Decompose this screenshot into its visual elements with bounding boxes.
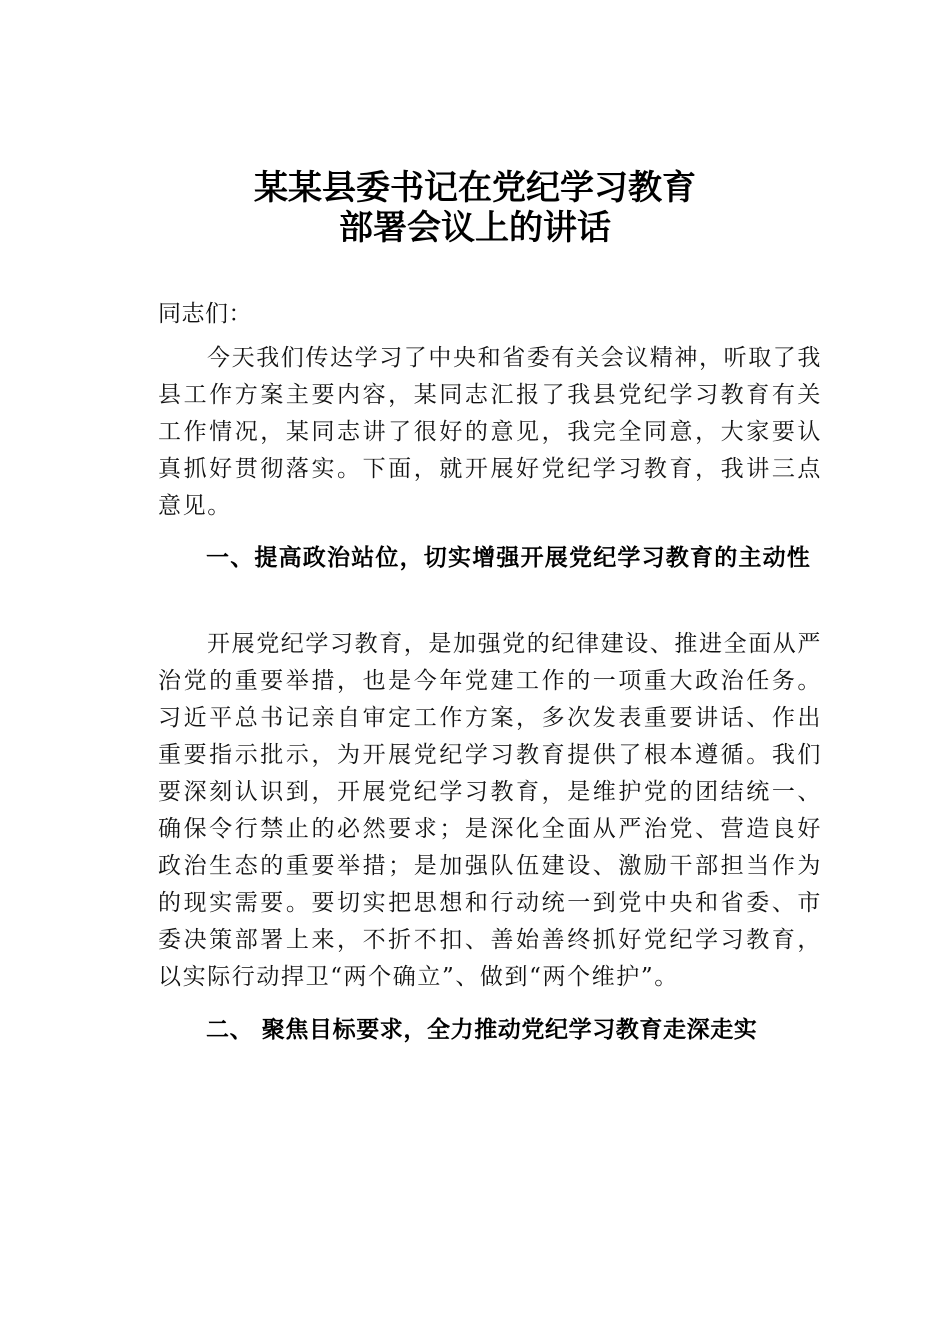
salutation: 同志们：	[158, 301, 252, 327]
section-heading-1: 一、提高政治站位，切实增强开展党纪学习教育的主动性	[206, 545, 811, 571]
paragraph-intro: 今天我们传达学习了中央和省委有关会议精神，听取了我县工作方案主要内容，某同志汇报了我县党纪学习教育有关工作情况，某同志讲了很好的意见，我完全同意，大家要认真抓好贯彻落实。下面，就开展好党纪学习教育，我讲三点意见。	[158, 345, 822, 519]
section-heading-2: 二、 聚焦目标要求，全力推动党纪学习教育走深走实	[206, 1017, 758, 1043]
paragraph-section-1: 开展党纪学习教育，是加强党的纪律建设、推进全面从严治党的重要举措，也是今年党建工作的一项重大政治任务。习近平总书记亲自审定工作方案，多次发表重要讲话、作出重要指示批示，为开展党纪学习教育提供了根本遵循。我们要深刻认识到，开展党纪学习教育，是维护党的团结统一、确保令行禁止的必然要求；是深化全面从严治党、营造良好政治生态的重要举措；是加强队伍建设、激励干部担当作为的现实需要。要切实把思想和行动统一到党中央和省委、市委决策部署上来，不折不扣、善始善终抓好党纪学习教育，以实际行动捍卫“两个确立”、做到“两个维护”。	[158, 631, 822, 990]
document-title-line-1: 某某县委书记在党纪学习教育	[254, 168, 696, 208]
document-title-line-2: 部署会议上的讲话	[339, 208, 611, 248]
